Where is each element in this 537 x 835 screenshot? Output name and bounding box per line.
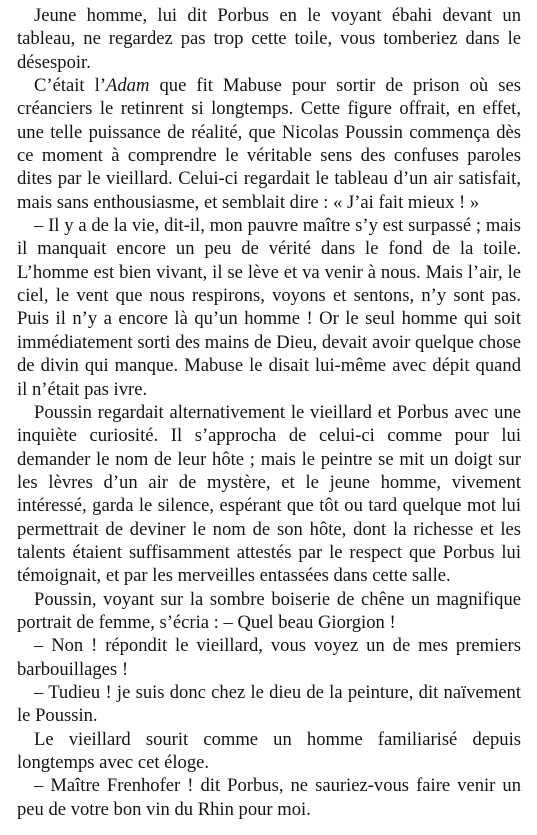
text-run: – Maître Frenhofer ! dit Porbus, ne sauriez-vous faire venir un peu de votre bon vin du Rhin pour moi. [17, 775, 521, 820]
text-run: – Non ! répondit le vieillard, vous voyez un de mes premiers barbouillages ! [17, 635, 521, 680]
paragraph [17, 774, 521, 821]
paragraph [17, 4, 521, 74]
text-body [17, 4, 521, 821]
text-run: – Il y a de la vie, dit-il, mon pauvre maître s’y est surpassé ; mais il manquait encore un peu de vérité dans le fond de la toile. L’homme est bien vivant, il se lève et va venir à nous. Mais l’air, le ciel, le vent que nous respirons, voyons et sentons, n’y sont pas. Puis il n’y a encore là qu’un homme ! Or le seul homme qui soit immédiatement sorti des mains de Dieu, devait avoir quelque chose de divin qui manque. Mabuse le disait lui-même avec dépit quand il n’était pas ivre. [17, 215, 521, 400]
text-run: que fit Mabuse pour sortir de prison où ses créanciers le retinrent si longtemps. Cette figure offrait, en effet, une telle puissance de réalité, que Nicolas Poussin commença dès ce moment à comprendre le véritable sens des confuses paroles dites par le vieillard. Celui-ci regardait le tableau d’un air satisfait, mais sans enthousiasme, et semblait dire : « J’ai fait mieux ! » [17, 75, 521, 213]
paragraph [17, 634, 521, 681]
text-run: Poussin, voyant sur la sombre boiserie de chêne un magnifique portrait de femme, s’écria : – Quel beau Giorgion ! [17, 588, 521, 633]
text-run: Le vieillard sourit comme un homme familiarisé depuis longtemps avec cet éloge. [17, 728, 521, 773]
paragraph [17, 588, 521, 635]
paragraph [17, 74, 521, 214]
text-run: – Tudieu ! je suis donc chez le dieu de la peinture, dit naïvement le Poussin. [17, 681, 521, 727]
italic-title: Adam [106, 75, 150, 97]
paragraph [17, 728, 521, 775]
paragraph [17, 214, 521, 401]
text-run: Jeune homme, lui dit Porbus en le voyant ébahi devant un tableau, ne regardez pas trop cette toile, vous tomberiez dans le désespoir. [17, 5, 521, 73]
paragraph [17, 681, 521, 728]
paragraph [17, 401, 521, 588]
text-run: C’était l’ [34, 75, 107, 97]
text-run: Poussin regardait alternativement le vieillard et Porbus avec une inquiète curiosité. Il s’approcha de celui-ci comme pour lui demander le nom de leur hôte ; mais le peintre se mit un doigt sur les lèvres d’un air de mystère, et le jeune homme, vivement intéressé, garda le silence, espérant que tôt ou tard quelque mot lui permettrait de deviner le nom de son hôte, dont la richesse et les talents étaient suffisamment attestés par le respect que Porbus lui témoignait, et par les merveilles entassées dans cette salle. [17, 401, 521, 587]
